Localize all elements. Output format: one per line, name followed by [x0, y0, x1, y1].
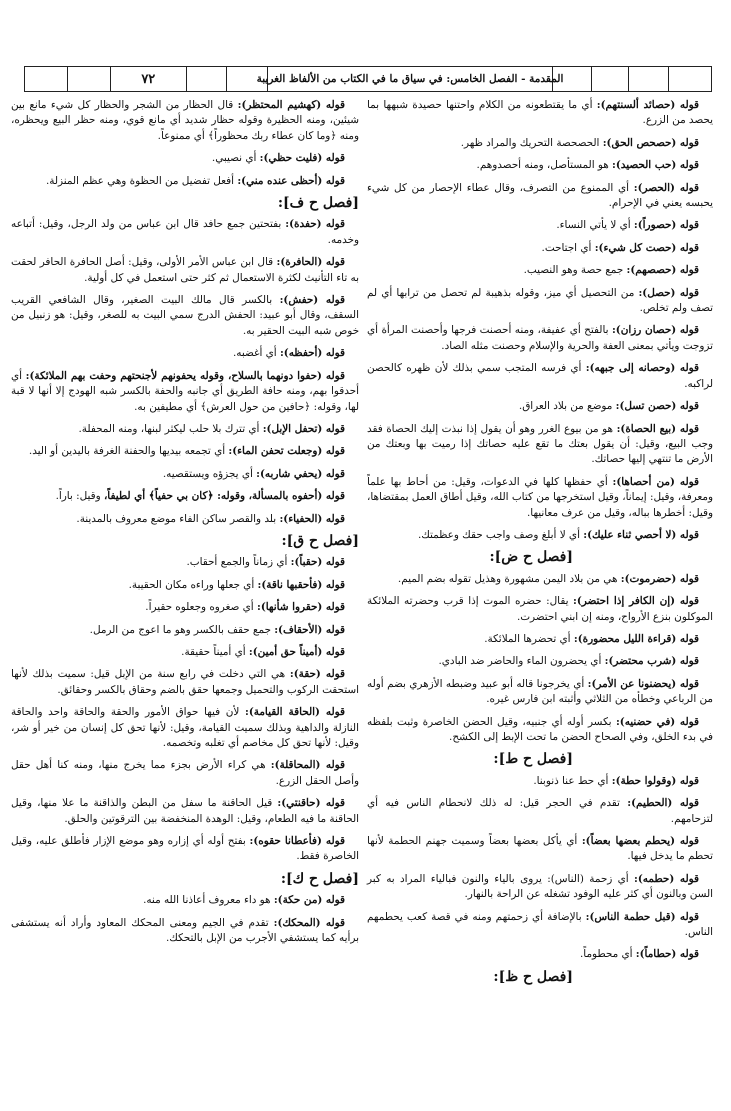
glossary-entry [11, 600, 359, 615]
entry-definition: أي ما يقتطعونه من الكلام واحتنها حصيدة شبهها بما يحصد من الزرع. [367, 99, 713, 127]
entry-headword: قوله (حطاماً): [635, 948, 699, 961]
glossary-entry [367, 654, 713, 669]
glossary-entry [11, 705, 359, 751]
entry-headword: قوله (حصت كل شيء): [594, 241, 699, 254]
entry-definition: أي لا أبلغ وصف واجب حقك وعظمتك. [417, 528, 584, 541]
entry-definition: الحصحصة التحريك والمراد ظهر. [460, 136, 603, 149]
entry-headword: قوله (حصصهم): [626, 264, 699, 277]
entry-definition: بفتحتين جمع حافد قال ابن عباس من ولد الرجل، وقيل: أتباعه وخدمه. [11, 218, 359, 246]
section-heading: [فصل ح ظ]: [493, 968, 573, 985]
entry-definition: بالكسر قال مالك البيت الصغير، وقال الشافعي القريب السقف، وقال أبو عبيد: الحفش الدرج سمي البيت به للصغر، وقيل: هو زنبيل من خوص شبه البيت الحقير به. [11, 294, 359, 337]
entry-headword: قوله (وجعلت تحفن الماء): [228, 445, 345, 458]
entry-headword: قوله (وقولوا حطة): [611, 774, 699, 787]
glossary-entry [11, 758, 359, 789]
entry-headword: قوله (حفوا دونهما بالسلاح، وقوله يحفونهم لأجنحتهم وحفت بهم الملائكة): [25, 369, 345, 382]
header-cell-empty [25, 67, 67, 91]
entry-definition: أي الممنوع من التصرف، وقال عطاء الإحصار من كل شيء يحبسه يعني في الإحرام. [367, 181, 713, 210]
glossary-entry [11, 98, 359, 144]
entry-headword: قوله (حضرموت): [620, 572, 699, 585]
entry-definition: أي تترك بلا حلب ليكثر لبنها، ومنه المحفلة. [78, 422, 263, 435]
entry-definition: هو المستأصل، ومنه أحصدوهم. [476, 159, 613, 172]
entry-definition: أي يأكل بعضها بعضاً وسميت جهنم الحطمة لأنها تحطم ما يدخل فيها. [367, 835, 713, 863]
header-cell-empty [67, 67, 110, 91]
running-title: المقدمة - الفصل الخامس: في سياق ما في الكتاب من الألفاظ الغريبة [267, 67, 552, 91]
glossary-entry [367, 677, 713, 708]
entry-headword: قوله (أحفوه بالمسألة، وقوله: ﴿كان بي حفياً﴾ أي لطيفاً، [103, 490, 345, 503]
entry-definition: أي حفظها كلها في الدعوات، وقيل: من أحاط بها علماً ومعرفة، وقيل: إيماناً، وقيل استخرجها من كتاب الله، وقيل أطاق العمل بمقتضاها، وقيل: أخطرها بباله، وقيل من عرف معانيها. [367, 475, 713, 519]
glossary-entry [11, 217, 359, 248]
glossary-entry [367, 181, 713, 212]
entry-definition: أي فرسه المتجب سمي بذلك لأن ظهره كالحصن لراكبه. [367, 362, 713, 390]
entry-definition: أي لا يأتي النساء. [556, 219, 634, 232]
left-text-column [11, 98, 359, 953]
entry-definition: لأن فيها حواق الأمور والحقة والحاقة واحد والحاقة النازلة والداهية وبذلك سميت القيامة، وقيل: لأنها تحق كل إنسان من خير أو شر، وقيل: لأنها تحق كل مخاصم أي تغلبه وتخصمه. [11, 706, 359, 749]
entry-headword: قوله (حصل): [638, 286, 699, 299]
entry-headword: قوله (لا أحصي ثناء عليك): [583, 528, 699, 541]
glossary-entry [367, 910, 713, 941]
glossary-entry [11, 623, 359, 638]
glossary-entry [11, 346, 359, 361]
glossary-entry [367, 774, 713, 789]
entry-headword: قوله (قراءة الليل محضورة): [573, 632, 699, 645]
entry-headword: قوله (حب الحصيد): [612, 159, 699, 172]
entry-headword: قوله (حصوراً): [633, 219, 699, 232]
entry-headword: قوله (قبل حطمة الناس): [585, 910, 699, 923]
glossary-entry [11, 255, 359, 286]
entry-definition: هو داء معروف أعاذنا الله منه. [143, 894, 274, 907]
entry-headword: قوله (حفدة): [285, 218, 345, 231]
entry-definition: أي أحدقوا بهم، ومنه حافة الطريق أي جانبه والحفة بالكسر شبه الهودج إلا أنها لا قبة لها، وقوله: ﴿حافين من حول العرش﴾ أي مطيفين به. [11, 369, 359, 413]
entry-definition: هي التي دخلت في رابع سنة من الإبل قيل: سميت بذلك لأنها استحقت الركوب والتحميل وجمعها حقق بالضم وحقاق بالكسر وحقائق. [11, 668, 359, 696]
glossary-entry [11, 916, 359, 947]
glossary-entry [11, 467, 359, 482]
glossary-entry [11, 893, 359, 908]
glossary-entry [367, 136, 713, 151]
entry-headword: قوله (الحصر): [633, 181, 699, 194]
entry-definition: أي محطوماً. [579, 948, 636, 961]
entry-definition: أي زحمة (الناس): يروى بالياء والنون فبالياء المراد به كبر السن وبالنون أي كثر عليه الوفود تشغله عن الراحة بالنهار. [367, 872, 713, 901]
entry-headword: قوله (حقروا شأنها): [256, 601, 345, 614]
section-heading: [فصل ح ف]: [277, 195, 359, 212]
glossary-entry [11, 555, 359, 570]
entry-headword: قوله (فليت حظي): [259, 152, 345, 165]
entry-definition: بالفتح أي عفيفة، ومنه أحصنت فرجها وأحصنت المرأة أي تزوجت ويأتي بمعنى العفة والحرية والإسلام وحصنت مثله الصاد. [367, 324, 713, 352]
glossary-entry [367, 286, 713, 317]
entry-headword: قوله (في حضنيه): [615, 715, 699, 728]
entry-definition: من التحصيل أي ميز، وقوله بذهيبة لم تحصل من ترابها أي لم تصف ولم تخلص. [367, 286, 713, 315]
entry-definition: بفتح أوله أي إزاره وهو موضع الإزار فأطلق عليه، وقيل الخاصرة فقط. [11, 835, 359, 863]
entry-definition: أي يجزؤه ويستقصيه. [162, 467, 257, 480]
glossary-entry [367, 241, 713, 256]
glossary-entry [11, 512, 359, 527]
entry-headword: قوله (تحفل الإبل): [262, 422, 345, 435]
entry-definition: يقال: حضره الموت إذا قرب وحضرته الملائكة الموكلون بنزع الأرواح، ومنه إن ابني احتضرت. [367, 595, 713, 623]
section-heading: [فصل ح ض]: [489, 549, 573, 566]
entry-headword: قوله (الأحقاف): [274, 623, 345, 636]
entry-definition: أي نصيبي. [211, 152, 260, 165]
entry-definition: أي اجتاحت. [541, 241, 595, 254]
entry-headword: قوله (أحفظه): [279, 347, 345, 360]
entry-definition: بلد والقصر ساكن الفاء موضع معروف بالمدينة. [76, 512, 280, 525]
entry-headword: قوله (الحفياء): [279, 512, 345, 525]
glossary-entry [11, 645, 359, 660]
entry-headword: قوله (فأعطانا حقوه): [249, 835, 345, 848]
entry-headword: قوله (المحاقلة): [270, 759, 345, 772]
glossary-entry [367, 323, 713, 354]
entry-headword: قوله (الحافرة): [276, 256, 345, 269]
entry-definition: أي يحضرون الماء والحاضر ضد البادي. [438, 655, 605, 668]
glossary-entry [367, 98, 713, 129]
right-text-column [367, 98, 713, 991]
glossary-entry [11, 293, 359, 339]
glossary-entry [11, 578, 359, 593]
entry-definition: أي يخرجونا قاله أبو عبيد وضبطه الأزهري بضم أوله من الرباعي وخطأه من الثلاثي وأثبته ابن فارس غيره. [367, 677, 713, 706]
entry-headword: قوله (فأحقبها ناقة): [257, 578, 345, 591]
entry-headword: قوله (المحكك): [273, 916, 345, 929]
glossary-entry [367, 572, 713, 587]
glossary-entry [367, 632, 713, 647]
entry-headword: قوله (حصائد ألسنتهم): [596, 99, 699, 111]
entry-definition: وقيل: باراً. [55, 490, 104, 503]
glossary-entry [11, 834, 359, 865]
entry-headword: قوله (من حكة): [273, 894, 345, 907]
glossary-entry [11, 444, 359, 459]
glossary-entry [11, 174, 359, 189]
entry-definition: أفعل تفضيل من الحظوة وهي عظم المنزلة. [45, 174, 238, 187]
entry-headword: قوله (إن الكافر إذا احتضر): [573, 595, 699, 608]
glossary-entry [367, 834, 713, 865]
entry-headword: قوله (يحفي شاربه): [256, 467, 345, 480]
section-heading: [فصل ح ق]: [281, 532, 359, 549]
entry-headword: قوله (بيع الحصاة): [616, 422, 700, 435]
entry-headword: قوله (حطمه): [634, 872, 700, 885]
entry-definition: قيل الحاقنة ما سفل من البطن والذاقنة ما علا منها، وقيل الحاقنة ما فيه الطعام، وقيل: الوهدة المنخفضة بين الترقوتين والحلق. [11, 797, 359, 825]
entry-headword: قوله (أميناً حق أمين): [248, 645, 345, 658]
glossary-entry [367, 263, 713, 278]
glossary-entry [367, 528, 713, 543]
entry-headword: قوله (شرب محتضر): [604, 655, 699, 668]
entry-headword: قوله (حصن تسل): [615, 400, 699, 413]
glossary-entry [11, 667, 359, 698]
entry-headword: قوله (حفش): [279, 294, 345, 307]
glossary-entry [367, 218, 713, 233]
entry-headword: قوله (الحطيم): [627, 797, 699, 810]
header-cell-empty [186, 67, 227, 91]
entry-definition: أي أميناً حقيقة. [181, 645, 249, 658]
glossary-entry [367, 947, 713, 962]
header-cell-empty [628, 67, 669, 91]
entry-definition: هي كراء الأرض بجزء مما يخرج منها، ومنه كنا أهل حقل وأصل الحقل الزرع. [11, 759, 359, 787]
entry-definition: أي زماناً والجمع أحقاب. [186, 556, 291, 569]
glossary-entry [367, 475, 713, 521]
glossary-entry [367, 399, 713, 414]
entry-headword: قوله (الحاقة القيامة): [245, 706, 346, 719]
glossary-entry [367, 158, 713, 173]
entry-definition: أي صغروه وجعلوه حقيراً. [145, 601, 257, 614]
glossary-entry [367, 796, 713, 827]
header-cell-empty [591, 67, 628, 91]
page-header [24, 66, 712, 92]
entry-definition: تقدم في الجيم ومعنى المحكك المعاود وأراد أنه يستشفى برأيه كما يستشفي الأجرب من الإبل بالتحكك. [11, 916, 359, 945]
entry-headword: قوله (يحضنونا عن الأمر): [587, 677, 699, 690]
entry-definition: أي تحضرها الملائكة. [484, 632, 574, 645]
entry-definition: تقدم في الحجر قيل: له ذلك لانحطام الناس فيه أي لتزحامهم. [367, 797, 713, 825]
entry-headword: قوله (من أحصاها): [612, 475, 700, 488]
entry-headword: قوله (حقة): [289, 668, 345, 681]
entry-definition: أي أغضبه. [233, 347, 280, 360]
entry-headword: قوله (كهشيم المحتظر): [237, 99, 345, 111]
entry-definition: قال الحظار من الشجر والحظار كل شيء مانع بين شيئين، ومنه الحظيرة وقوله حظار شديد أي مانع قوي، ومنه حظر البيع ويحظره، ومنه ﴿وما كان عطاء ربك محظوراً﴾ أي ممنوعاً. [11, 99, 359, 142]
glossary-entry [11, 151, 359, 166]
entry-definition: أي حط عنا ذنوبنا. [533, 774, 612, 787]
header-cell-empty [226, 67, 267, 91]
entry-headword: قوله (حقباً): [290, 556, 345, 569]
entry-headword: قوله (حصان رزان): [611, 324, 699, 337]
glossary-entry [367, 361, 713, 392]
entry-headword: قوله (وحصانه إلى جبهه): [585, 362, 699, 375]
section-heading: [فصل ح ط]: [493, 751, 573, 768]
glossary-entry [367, 715, 713, 746]
header-cell-empty [668, 67, 711, 91]
page-number: ٧٢ [110, 67, 186, 91]
entry-definition: بكسر أوله أي جنبيه، وقيل الحضن الخاصرة وثبت بلفظه في بدء الخلق، وفي الصحاح الحضن ما تحت الإبط إلى الكشح. [367, 715, 713, 743]
entry-headword: قوله (حاقنتي): [277, 797, 345, 810]
glossary-entry [11, 489, 359, 504]
entry-headword: قوله (يحطم بعضها بعضاً): [581, 835, 699, 848]
entry-definition: جمع حقف بالكسر وهو ما اعوج من الرمل. [89, 623, 275, 636]
entry-headword: قوله (أحظى عنده مني): [237, 174, 345, 187]
glossary-entry [11, 796, 359, 827]
entry-definition: هي من بلاد اليمن مشهورة وهذيل تقوله بضم الميم. [397, 572, 621, 585]
entry-definition: جمع حصة وهو النصيب. [523, 264, 627, 277]
glossary-entry [11, 422, 359, 437]
entry-definition: هو من بيوع الغرر وهو أن يقول إذا نبذت إليك الحصاة فقد وجب البيع، وقيل: أن يقول بعتك ما تقع عليه حصاتك إذا رميت بها وبعتك من الأرض ما تنتهي إليها حصاتك. [367, 422, 713, 466]
glossary-entry [367, 422, 713, 468]
glossary-entry [367, 594, 713, 625]
entry-definition: أي تجمعه بيديها والحفنة الغرفة باليدين أو اليد. [28, 445, 229, 458]
entry-definition: قال ابن عباس الأمر الأولى، وقيل: أصل الحافرة الحافر لحقت به تاء التأنيث لكثرة الاستعمال ثم كثر حتى استعمل في كل أولية. [11, 256, 359, 284]
entry-definition: أي جعلها وراءه مكان الحقيبة. [128, 578, 258, 591]
entry-definition: موضع من بلاد العراق. [518, 400, 616, 413]
entry-headword: قوله (حصحص الحق): [602, 136, 699, 149]
glossary-entry [11, 369, 359, 415]
entry-definition: بالإضافة أي زحمتهم ومنه في قصة كعب يحطمهم الناس. [367, 910, 713, 939]
glossary-entry [367, 872, 713, 903]
section-heading: [فصل ح ك]: [280, 870, 359, 887]
